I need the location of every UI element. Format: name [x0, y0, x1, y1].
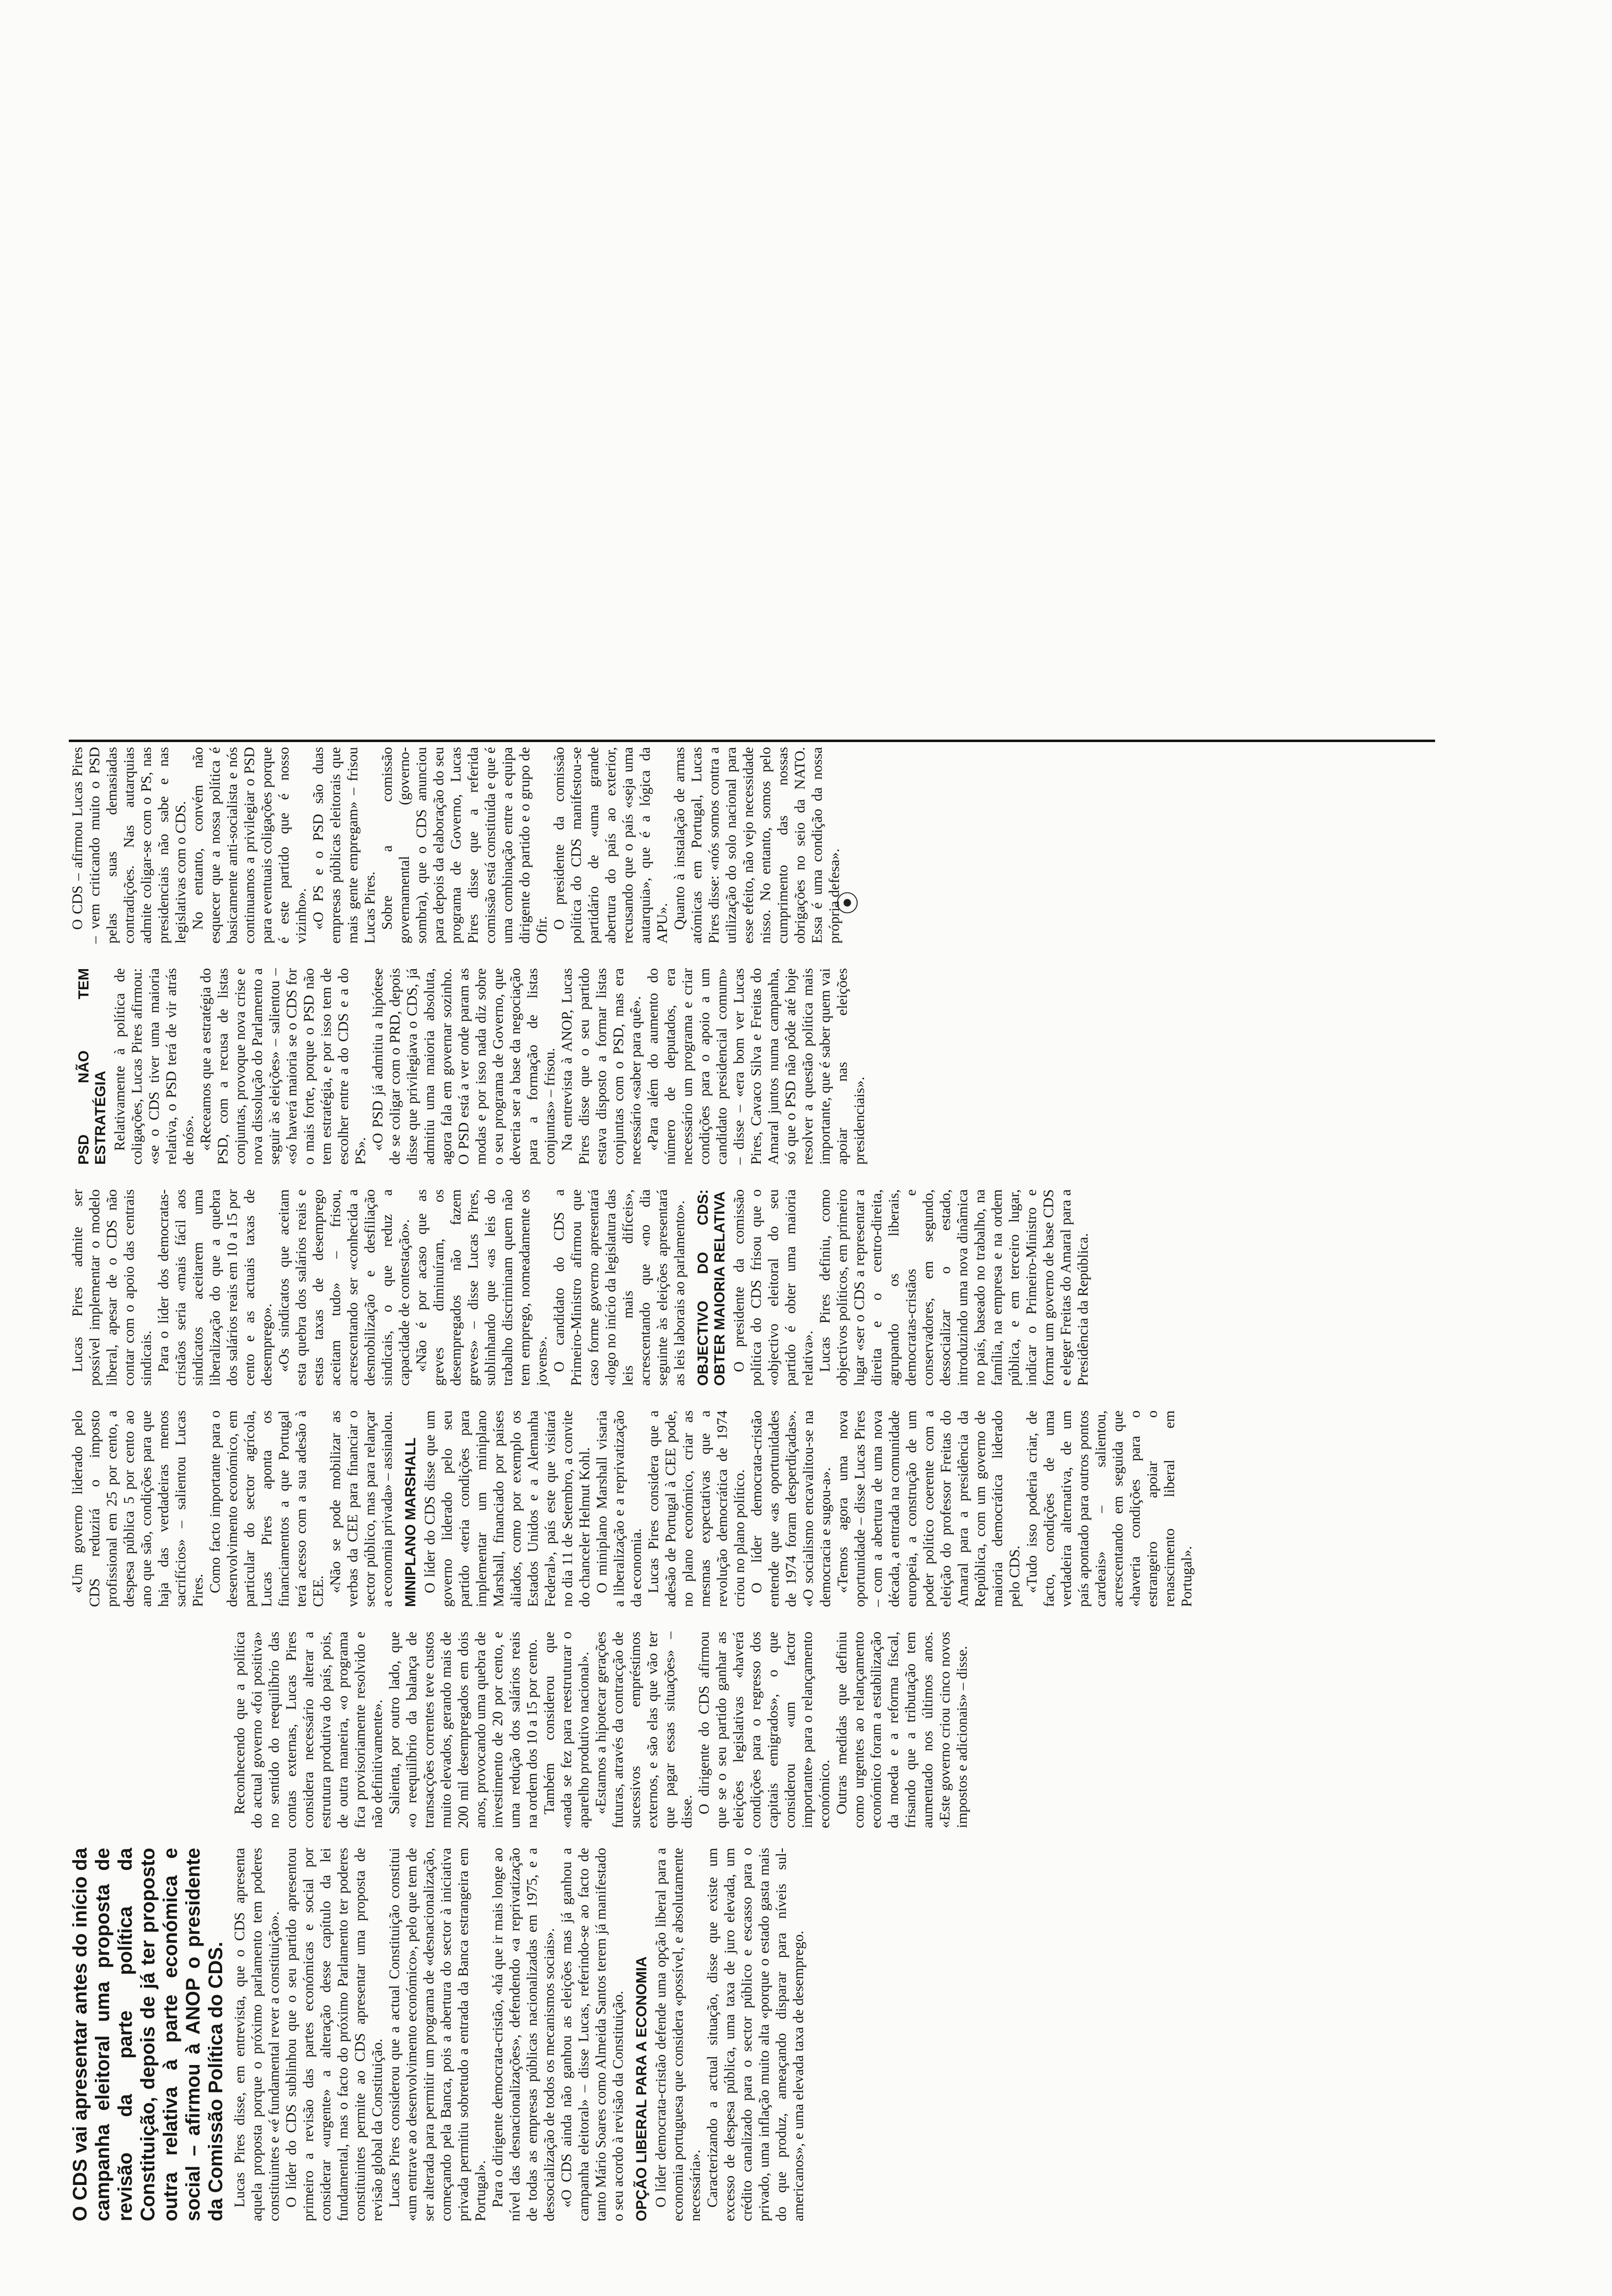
paragraph: «Os sindicatos que aceitam esta quebra dos salários reais e estas taxas de desemprego aceitam tudo» – frisou, acrescentando ser «conhecida a desmobilização e desfiliação sindicais, o que reduz a capacidade de contestação».	[276, 1189, 412, 1386]
paragraph: Lucas Pires admite ser possível implementar o modelo liberal, apesar de o CDS não contar com o apoio das centrais sindicais.	[69, 1189, 154, 1386]
paragraph: «Não é por acaso que as greves diminuíram, os desempregados não fazem greves» – disse Lucas Pires, sublinhando que «as leis do trabalho discriminam quem não tem emprego, nomeadamente os jovens».	[413, 1189, 550, 1386]
paragraph: «O CDS ainda não ganhou as eleições mas já ganhou a campanha eleitoral» – disse Lucas, referindo-se ao facto de tanto Mário Soares como Almeida Santos terem já manifestado o seu acordo à revisão da Constituição.	[558, 1848, 626, 2221]
paragraph: Relativamente à política de coligações, Lucas Pires afirmou: «se o CDS tiver uma maioria relativa, o PSD terá de vir atrás de nós».	[112, 968, 197, 1165]
paragraph: O líder do CDS sublinhou que o seu partido apresentou primeiro a revisão das partes económicas e social por considerar «urgente» a alteração desse capítulo da lei fundamental, mas o facto do próximo Parlamento ter poderes constituintes permite ao CDS apresentar uma proposta de revisão global da Constituição.	[283, 1848, 385, 2221]
section-heading: PSD NÃO TEM ESTRATÉGIA	[76, 968, 109, 1165]
section-heading: MINIPLANO MARSHALL	[403, 1437, 419, 1607]
paragraph: «O PSD já admitiu a hipótese de se coligar com o PRD, depois disse que privilegiava o CDS, já admitiu uma maioria absoluta, agora fala em governar sozinho. O PSD está a ver onde param as modas e por isso nada diz sobre o seu programa de Governo, que deveria ser a base da negociação para a formação de listas conjuntas» – frisou.	[370, 968, 558, 1165]
paragraph: «Não se pode mobilizar as verbas da CEE para financiar o sector público, mas para relançar a economia privada» – assinalou.	[327, 1410, 395, 1607]
paragraph: «O PS e o PSD são duas empresas públicas eleitorais que mais gente empregam» – frisou Lucas Pires.	[310, 747, 378, 944]
scan-mark: ⦿	[835, 890, 860, 918]
paragraph: Para o dirigente democrata-cristão, «há que ir mais longe ao nível das desnacionalizações», defendendo «a reprivatização de todas as empresas públicas nacionalizadas em 1975, e a dessocialização de todos os mecanismos sociais».	[489, 1848, 557, 2221]
section-heading: OPÇÃO LIBERAL PARA A ECONOMIA	[633, 1956, 650, 2221]
paragraph: No entanto, convém não esquecer que a nossa política é basicamente anti-socialista e nós continuamos a privilegiar o PSD para eventuais coligações porque é este partido que é nosso vizinho».	[190, 747, 309, 944]
paragraph: O presidente da comissão política do CDS frisou que o «objectivo eleitoral do seu partido é obter uma maioria relativa».	[731, 1189, 816, 1386]
paragraph: «Para além do aumento do número de deputados, era necessário um programa e criar condições para o apoio a um candidato presidencial comum» – disse – «era bom ver Lucas Pires, Cavaco Silva e Freitas do Amaral juntos numa campanha, só que o PSD não pôde até hoje resolver a questão política mais importante, que é saber quem vai apoiar nas eleições presidenciais».	[645, 968, 867, 1165]
paragraph: Quanto à instalação de armas atómicas em Portugal, Lucas Pires disse: «nós somos contra a utilização do solo nacional para esse efeito, não vejo necessidade nisso. No entanto, somos pelo cumprimento das nossas obrigações no seio da NATO. Essa é uma condição da nossa própria defesa».	[671, 747, 842, 944]
paragraph: Lucas Pires definiu, como objectivos políticos, em primeiro lugar «ser o CDS a representar a direita e o centro-direita, agrupando os liberais, democratas-cristãos e conservadores, em segundo, dessocializar o estado, introduzindo uma nova dinâmica no país, baseado no trabalho, na família, na empresa e na ordem pública, e em terceiro lugar, indicar o Primeiro-Ministro e formar um governo de base CDS e eleger Freitas do Amaral para a Presidência da República.	[817, 1189, 1091, 1386]
paragraph: Salienta, por outro lado, que «o reequilíbrio da balança de transacções correntes teve custos muito elevados, gerando mais de 200 mil desempregados em dois anos, provocando uma quebra de investimento de 20 por cento, e uma redução dos salários reais na ordem dos 10 a 15 por cento.	[386, 1632, 540, 1828]
text-column-1	[231, 1848, 807, 2221]
paragraph: Lucas Pires considera que a adesão de Portugal à CEE pode, no plano económico, criar as mesmas expectativas que a revolução democrática de 1974 criou no plano político.	[645, 1410, 748, 1607]
paragraph: O líder do CDS disse que um governo liderado pelo seu partido «teria condições para implementar um miniplano Marshall, financiado por países aliados, como por exemplo os Estados Unidos e a Alemanha Federal», país este que visitará no dia 11 de Setembro, a convite do chanceler Helmut Kohl.	[422, 1410, 593, 1607]
paragraph: Lucas Pires disse, em entrevista, que o CDS apresenta aquela proposta porque o próximo parlamento tem poderes constituintes e «é fundamental rever a constituição».	[231, 1848, 282, 2221]
paragraph: «Receamos que a estratégia do PSD, com a recusa de listas conjuntas, provoque nova crise e nova dissolução do Parlamento a seguir às eleições» – salientou – «só haverá maioria se o CDS for o mais forte, porque o PSD não tem estratégia, e por isso tem de escolher entre a do CDS e a do PS».	[198, 968, 369, 1165]
paragraph: Sobre a comissão governamental (governo-sombra), que o CDS anunciou para depois da elaboração do seu programa de Governo, Lucas Pires disse que a referida comissão está constituída e que é uma combinação entre a equipa dirigente do partido e o grupo de Ofir.	[379, 747, 550, 944]
paragraph: O miniplano Marshall visaria a liberalização e a reprivatização da economia.	[594, 1410, 644, 1607]
newspaper-article	[69, 108, 1524, 2221]
paragraph: Também considerou que «nada se fez para reestruturar o aparelho produtivo nacional».	[541, 1632, 592, 1828]
paragraph: O dirigente do CDS afirmou que se o seu partido ganhar as eleições legislativas «haverá condições para o regresso dos capitais emigrados», o que considerou «um factor importante» para o relançamento económico.	[696, 1632, 833, 1828]
paragraph: O líder democrata-cristão entende que «as oportunidades de 1974 foram desperdiçadas». «O socialismo encavalitou-se na democracia e sugou-a».	[748, 1410, 834, 1607]
paragraph: Para o líder dos democratas-cristãos seria «mais fácil aos sindicatos aceitarem uma liberalização do que a quebra dos salários reais em 10 a 15 por cento e as actuais taxas de desemprego».	[155, 1189, 275, 1386]
paragraph: Outras medidas que definiu como urgentes ao relançamento económico foram a estabilização da moeda e a reforma fiscal, frisando que a tributação tem aumentado nos últimos anos. «Este governo criou cinco novos impostos e adicionais» – disse.	[834, 1632, 970, 1828]
paragraph: «Estamos a hipotecar gerações futuras, através da contracção de sucessivos empréstimos externos, e são elas que vão ter que pagar essas situações» – disse.	[593, 1632, 695, 1828]
text-column-3	[69, 1410, 1195, 1607]
paragraph: «Tudo isso poderia criar, de facto, condições de uma verdadeira alternativa, de um país apontado para outros pontos cardeais» – salientou, acrescentando em seguida que «haveria condições para o estrangeiro apoiar o renascimento liberal em Portugal».	[1024, 1410, 1195, 1607]
text-column-5	[69, 968, 868, 1165]
paragraph: Lucas Pires considerou que a actual Constituição constitui «um entrave ao desenvolvimento económico», pelo que tem de ser alterada para permitir um programa de «desnacionalização, começando pela Banca, pois a abertura do sector à iniciativa privada permitiu sobretudo a entrada da Banca estrangeira em Portugal».	[386, 1848, 489, 2221]
text-column-2	[231, 1632, 971, 1828]
paragraph: O presidente da comissão política do CDS manifestou-se partidário de «uma grande abertura do país ao exterior, recusando que o país «seja uma autarquia», que é a lógica da APU».	[551, 747, 670, 944]
paragraph: Como facto importante para o desenvolvimento económico, em particular do sector agrícola, Lucas Pires aponta os financiamentos a que Portugal terá acesso com a sua adesão à CEE.	[207, 1410, 326, 1607]
column-rule	[69, 740, 1435, 742]
paragraph: Na entrevista à ANOP, Lucas Pires disse que o seu partido estava disposto a formar listas conjuntas com o PSD, mas era necessário «saber para quê».	[559, 968, 644, 1165]
paragraph: Caracterizando a actual situação, disse que existe um excesso de despesa pública, uma taxa de juro elevada, um crédito canalizado para o sector público e escasso para o privado, uma inflação muito alta «porque o estado gasta mais do que produz, ameaçando disparar para níveis sul-americanos», e uma elevada taxa de desemprego.	[704, 1848, 806, 2221]
text-column-4	[69, 1189, 1092, 1386]
section-heading: OBJECTIVO DO CDS: OBTER MAIORIA RELATIVA	[695, 1189, 728, 1386]
paragraph: «Temos agora uma nova oportunidade – disse Lucas Pires – com a abertura de uma nova década, a entrada na comunidade europeia, a construção de um poder político coerente com a eleição do professor Freitas do Amaral para a presidência da República, com um governo de maioria democrática liderado pelo CDS.	[835, 1410, 1023, 1607]
paragraph: O candidato do CDS a Primeiro-Ministro afirmou que caso forme governo apresentará «logo no início da legislatura das leis mais difíceis», acrescentando que «no dia seguinte às eleições apresentará as leis laborais ao parlamento».	[551, 1189, 688, 1386]
paragraph: O CDS – afirmou Lucas Pires – vem criticando muito o PSD pelas suas demasiadas contradições. Nas autarquias admite coligar-se com o PS, nas presidenciais não sabe e nas legislativas com o CDS.	[69, 747, 189, 944]
paragraph: O líder democrata-cristão defende uma opção liberal para a economia portuguesa que considera «possível, e absolutamente necessária».	[653, 1848, 703, 2221]
article-lead: O CDS vai apresentar antes do início da campanha eleitoral uma proposta de revisão da parte política da Constituição, depois de já ter proposto outra relativa à parte económica e social – afirmou à ANOP o presidente da Comissão Política do CDS.	[69, 1848, 227, 2221]
paragraph: «Um governo liderado pelo CDS reduzirá o imposto profissional em 25 por cento, a despesa pública 5 por cento ao ano que são, condições para que haja das verdadeiras menos sacrifícios» – salientou Lucas Pires.	[69, 1410, 206, 1607]
text-column-6	[69, 747, 843, 944]
paragraph: Reconhecendo que a política do actual governo «foi positiva» no sentido do reequilíbrio das contas externas, Lucas Pires considera necessário alterar a estrutura produtiva do país, pois, de outra maneira, «o programa fica provisoriamente resolvido e não definitivamente».	[231, 1632, 385, 1828]
